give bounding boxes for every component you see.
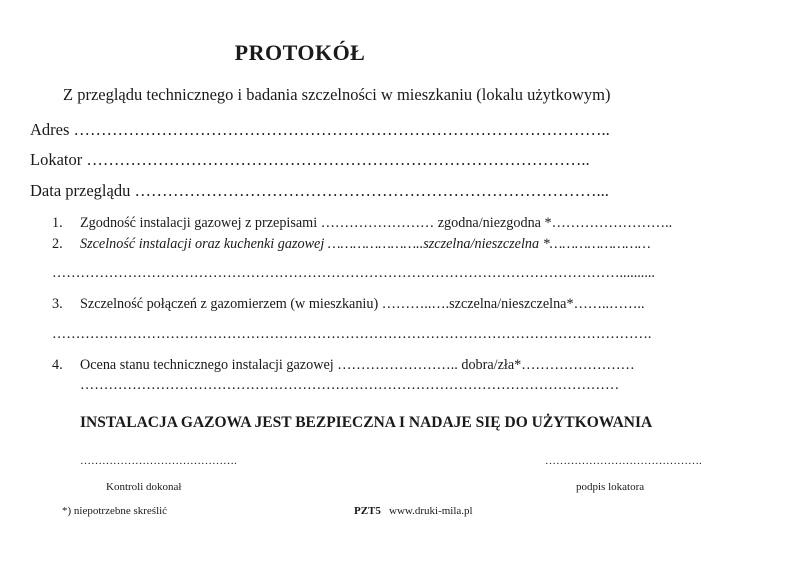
item-3-fill-line[interactable]: ……………………………………………………………………………………………………………….	[52, 326, 652, 342]
item-1-number: 1.	[52, 215, 63, 231]
item-2-fill-line[interactable]: …………………………………………………………………………………………………………..........	[52, 265, 655, 281]
item-4-text: Ocena stanu technicznego instalacji gazowej …………………….. dobra/zła*……………………	[80, 357, 635, 373]
item-1-text: Zgodność instalacji gazowej z przepisami …………………… zgodna/niezgodna *……………………..	[80, 215, 673, 231]
tenant-signature-label: podpis lokatora	[576, 481, 645, 493]
page-title: PROTOKÓŁ	[234, 40, 366, 65]
address-field[interactable]: Adres ……………………………………………………………………………………..	[30, 120, 610, 139]
item-4-number: 4.	[52, 357, 63, 373]
subtitle: Z przeglądu technicznego i badania szczelności w mieszkaniu (lokalu użytkowym)	[63, 85, 611, 104]
safety-statement: INSTALACJA GAZOWA JEST BEZPIECZNA I NADAJE SIĘ DO UŻYTKOWANIA	[80, 414, 653, 431]
tenant-field[interactable]: Lokator ………………………………………………………………………………..	[30, 150, 590, 169]
item-2-text: Szcelność instalacji oraz kuchenki gazowej …………………..szczelna/nieszczelna *……………………	[80, 236, 651, 252]
tenant-signature-line[interactable]: …………………………………….	[545, 455, 702, 467]
publisher-website: www.druki-mila.pl	[389, 505, 473, 517]
item-4-fill-line[interactable]: ……………………………………………………………………………………………………	[80, 377, 620, 393]
inspection-date-field[interactable]: Data przeglądu …………………………………………………………………………...	[30, 181, 609, 200]
item-3-number: 3.	[52, 296, 63, 312]
inspector-signature-line[interactable]: …………………………………….	[80, 455, 237, 467]
inspector-signature-label: Kontroli dokonał	[106, 481, 182, 493]
footnote: *) niepotrzebne skreślić	[62, 505, 168, 517]
item-2-number: 2.	[52, 236, 63, 252]
form-code: PZT5	[354, 505, 381, 517]
item-3-text: Szczelność połączeń z gazomierzem (w mieszkaniu) ………..….szczelna/nieszczelna*……..……..	[80, 296, 645, 312]
